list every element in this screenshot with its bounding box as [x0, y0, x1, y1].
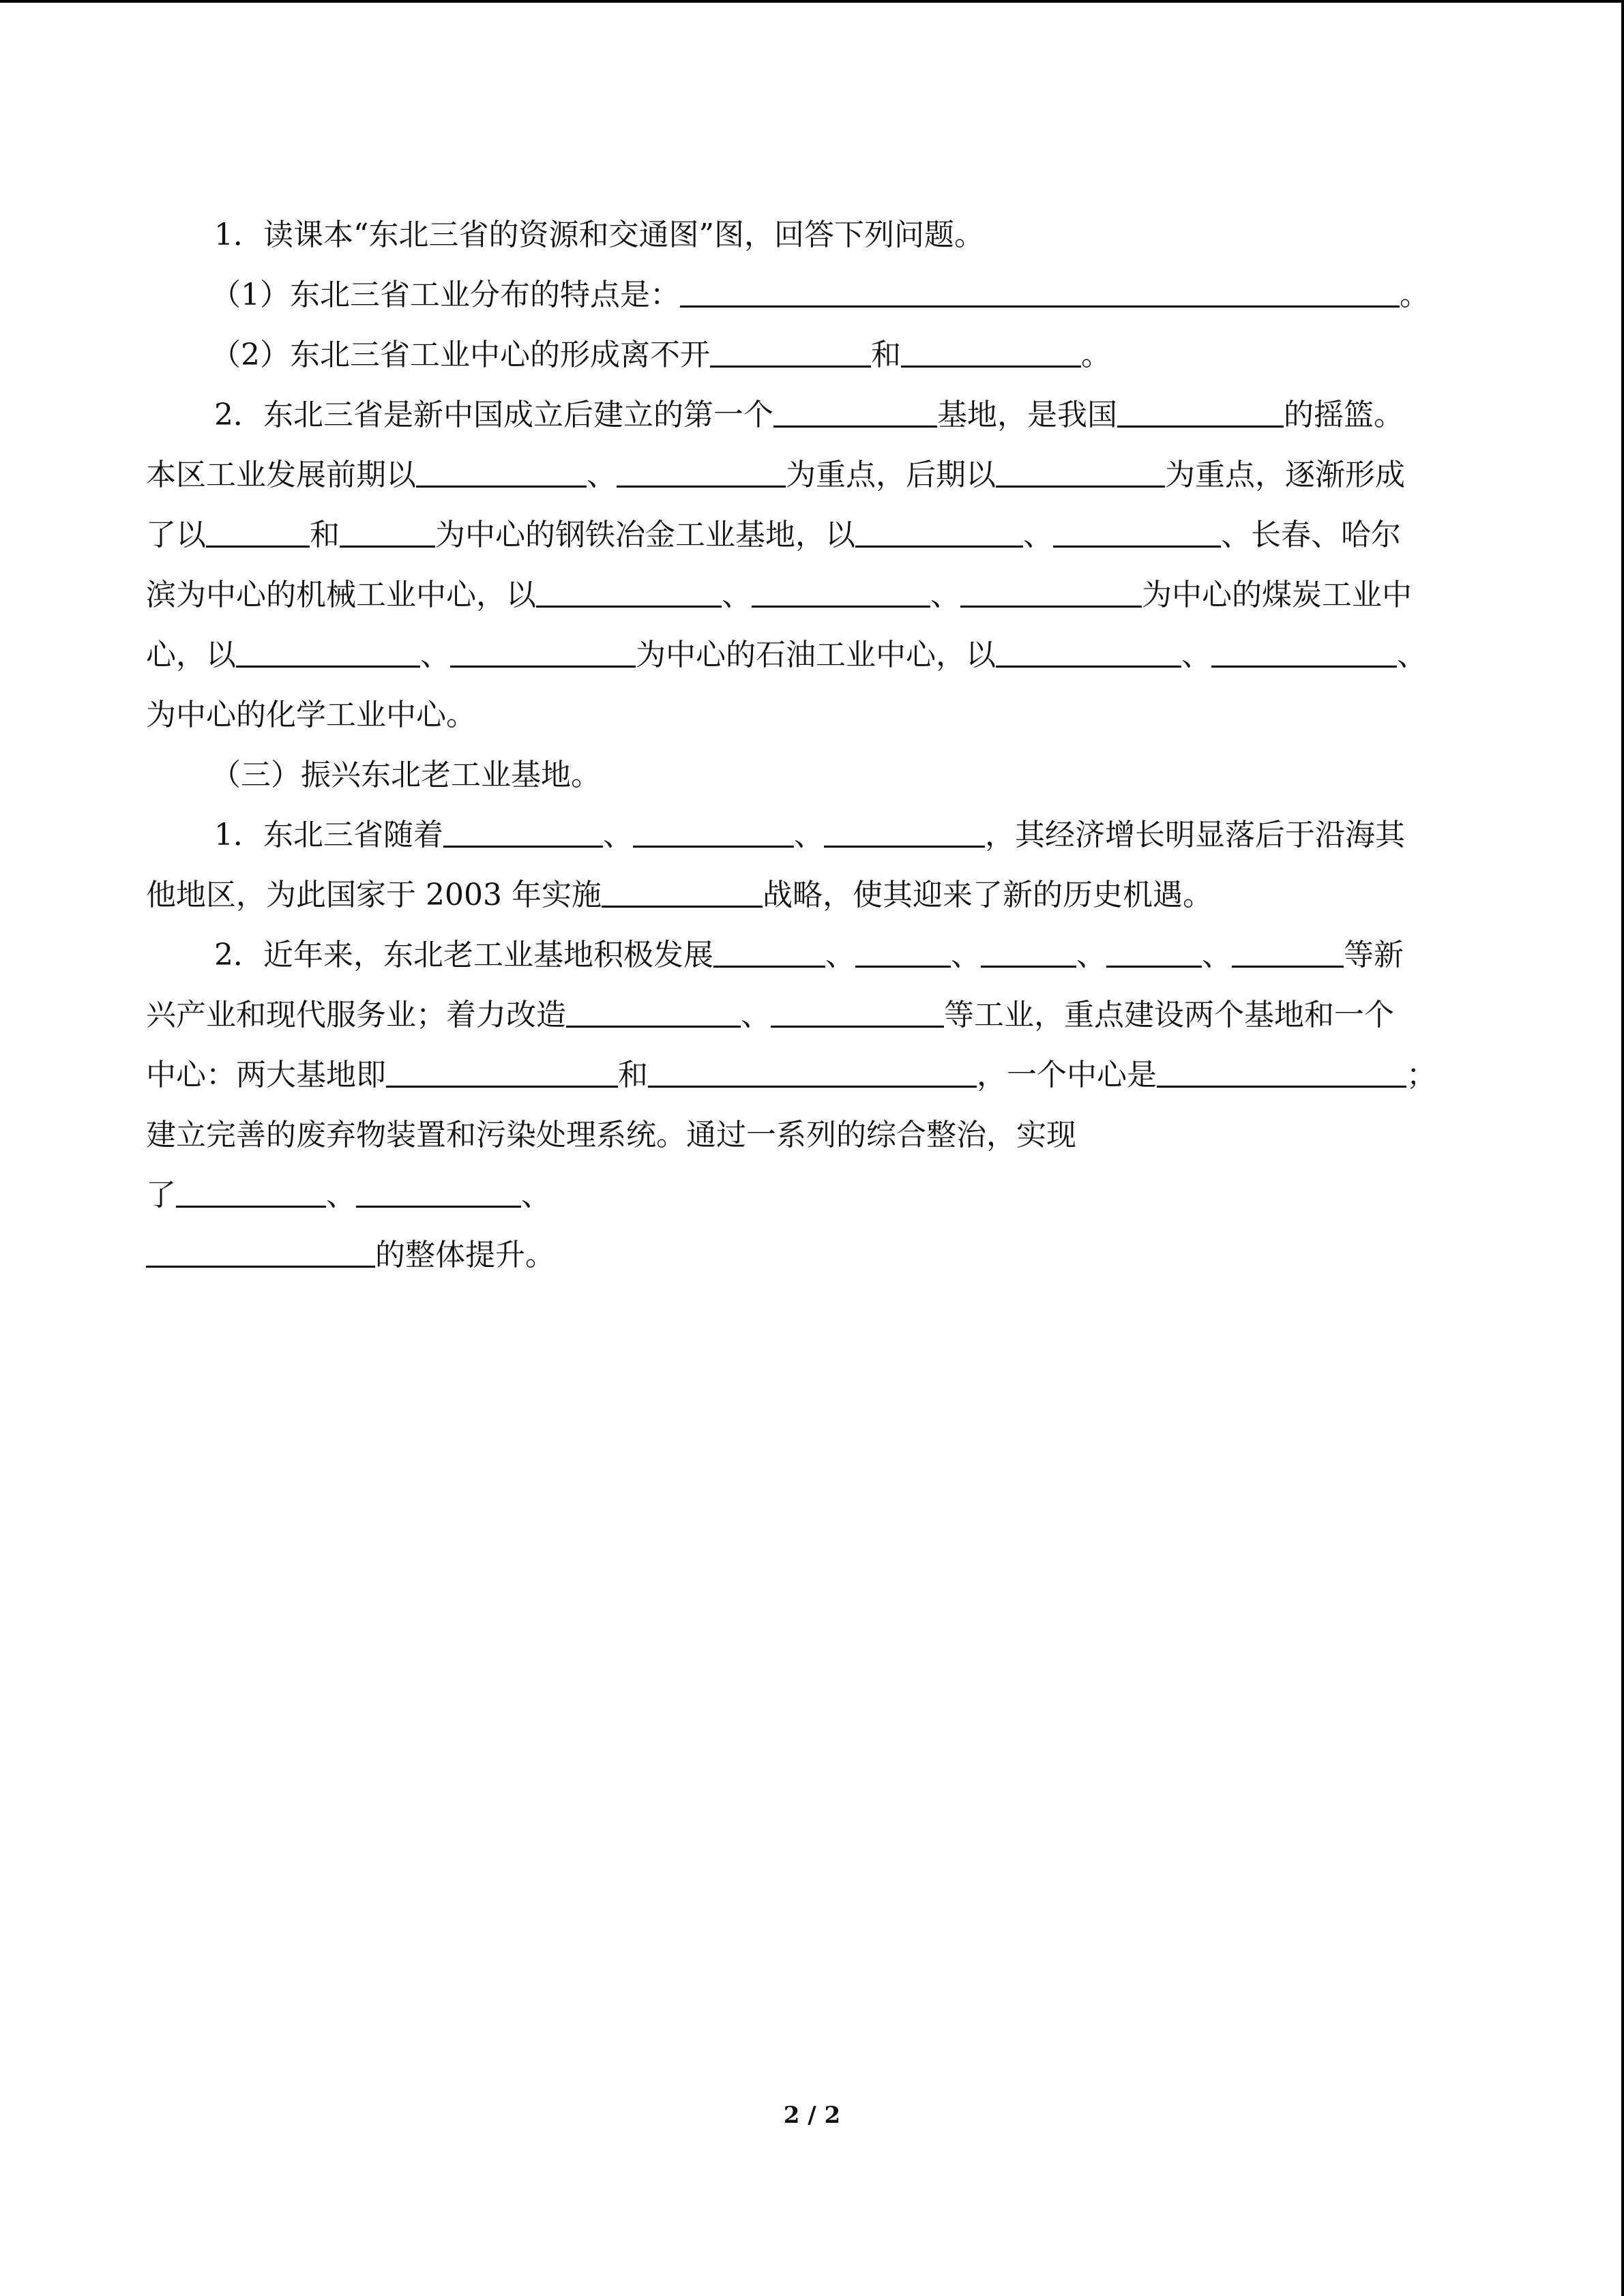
fill-blank[interactable]	[981, 936, 1076, 968]
page-number: 2 / 2	[783, 2102, 841, 2129]
text: 心，以	[146, 638, 236, 672]
fill-blank[interactable]	[771, 996, 944, 1028]
fill-blank[interactable]	[176, 1176, 326, 1208]
fill-blank[interactable]	[1157, 1056, 1406, 1088]
fill-blank[interactable]	[1053, 516, 1221, 548]
text: 2．近年来，东北老工业基地积极发展	[214, 938, 713, 972]
fill-blank[interactable]	[710, 336, 871, 368]
fill-blank[interactable]	[443, 816, 603, 848]
text: 、	[741, 998, 771, 1032]
section-3-q2-line-1	[214, 935, 1404, 976]
fill-blank[interactable]	[386, 1056, 618, 1088]
question-2-line-4	[146, 575, 1412, 616]
text: 、	[326, 1178, 356, 1212]
text: 战略，使其迎来了新的历史机遇。	[762, 878, 1213, 912]
text: 、	[722, 578, 752, 612]
text: ；	[1406, 1058, 1436, 1092]
text: 、	[587, 458, 617, 492]
text: 、	[603, 818, 633, 852]
question-2-line-6	[146, 695, 476, 736]
fill-blank[interactable]	[901, 336, 1081, 368]
text: 、	[1076, 938, 1106, 972]
fill-blank[interactable]	[617, 456, 786, 488]
question-2-line-5	[146, 635, 1427, 676]
section-3-q2-line-2	[146, 995, 1394, 1036]
text: 和	[310, 518, 340, 552]
text: 、	[951, 938, 981, 972]
text: 。	[1400, 278, 1430, 312]
text: 、	[420, 638, 450, 672]
text: 为重点，后期以	[786, 458, 996, 492]
text: 的整体提升。	[375, 1238, 555, 1272]
section-3-q2-line-6	[146, 1235, 555, 1276]
question-1-1	[211, 275, 1430, 316]
text: ，一个中心是	[977, 1058, 1157, 1092]
fill-blank[interactable]	[824, 816, 985, 848]
text: 。	[1081, 338, 1111, 372]
fill-blank[interactable]	[648, 1056, 977, 1088]
text: 、	[794, 818, 824, 852]
text: 他地区，为此国家于 2003 年实施	[146, 878, 602, 912]
fill-blank[interactable]	[450, 636, 636, 668]
text: 为中心的钢铁冶金工业基地，以	[435, 518, 855, 552]
text: 中心：两大基地即	[146, 1058, 386, 1092]
text: 和	[618, 1058, 648, 1092]
fill-blank[interactable]	[1232, 936, 1344, 968]
fill-blank[interactable]	[996, 636, 1181, 668]
text: 的摇篮。	[1284, 398, 1404, 432]
fill-blank[interactable]	[1117, 396, 1284, 428]
text: 本区工业发展前期以	[146, 458, 416, 492]
question-1-intro	[214, 215, 984, 256]
text: 1．读课本“东北三省的资源和交通图”图，回答下列问题。	[214, 218, 984, 252]
text: 2．东北三省是新中国成立后建立的第一个	[214, 398, 773, 432]
text: 等新	[1344, 938, 1404, 972]
fill-blank[interactable]	[356, 1176, 521, 1208]
text: 、长春、哈尔	[1221, 518, 1401, 552]
fill-blank[interactable]	[680, 275, 1400, 308]
text: 、	[1202, 938, 1232, 972]
page-border-right	[1621, 0, 1624, 2296]
question-2-line-3	[146, 515, 1401, 556]
fill-blank[interactable]	[340, 516, 435, 548]
fill-blank[interactable]	[752, 576, 930, 608]
fill-blank[interactable]	[855, 936, 951, 968]
text: 建立完善的废弃物装置和污染处理系统。通过一系列的综合整治，实现	[146, 1118, 1076, 1152]
fill-blank[interactable]	[146, 1236, 375, 1268]
fill-blank[interactable]	[960, 576, 1142, 608]
text: 等工业，重点建设两个基地和一个	[944, 998, 1394, 1032]
fill-blank[interactable]	[236, 636, 420, 668]
fill-blank[interactable]	[713, 936, 825, 968]
question-1-2	[211, 335, 1111, 376]
text: （1）东北三省工业分布的特点是：	[211, 278, 680, 312]
text: 为中心的煤炭工业中	[1142, 578, 1412, 612]
fill-blank[interactable]	[996, 456, 1165, 488]
section-3-q1-line-2	[146, 875, 1213, 916]
text: 、	[1181, 638, 1211, 672]
section-3-q2-line-5	[146, 1175, 551, 1216]
fill-blank[interactable]	[602, 876, 763, 908]
section-3-q1-line-1	[214, 815, 1405, 856]
text: ，其经济增长明显落后于沿海其	[985, 818, 1405, 852]
fill-blank[interactable]	[1211, 636, 1397, 668]
page-border-top	[0, 0, 1624, 3]
text: 为中心的石油工业中心，以	[636, 638, 996, 672]
text: 1．东北三省随着	[214, 818, 443, 852]
text: 、	[825, 938, 855, 972]
text: 、	[930, 578, 960, 612]
text: 了以	[146, 518, 206, 552]
text: 、	[1397, 638, 1427, 672]
fill-blank[interactable]	[416, 456, 587, 488]
text: 了	[146, 1178, 176, 1212]
fill-blank[interactable]	[566, 996, 741, 1028]
section-3-q2-line-3	[146, 1055, 1436, 1096]
text: （2）东北三省工业中心的形成离不开	[211, 338, 710, 372]
text: 滨为中心的机械工业中心，以	[146, 578, 536, 612]
text: 为重点，逐渐形成	[1165, 458, 1405, 492]
fill-blank[interactable]	[206, 516, 310, 548]
section-3-q2-line-4	[146, 1115, 1076, 1156]
text: 、	[1023, 518, 1053, 552]
text: （三）振兴东北老工业基地。	[211, 758, 601, 792]
text: 兴产业和现代服务业；着力改造	[146, 998, 566, 1032]
fill-blank[interactable]	[773, 396, 937, 428]
section-3-heading	[211, 755, 601, 796]
question-2-line-1	[214, 395, 1404, 436]
question-2-line-2	[146, 455, 1405, 496]
fill-blank[interactable]	[855, 516, 1023, 548]
text: 、	[521, 1178, 551, 1212]
fill-blank[interactable]	[536, 576, 722, 608]
fill-blank[interactable]	[633, 816, 794, 848]
fill-blank[interactable]	[1106, 936, 1202, 968]
text: 为中心的化学工业中心。	[146, 698, 476, 732]
text: 基地，是我国	[937, 398, 1117, 432]
text: 和	[871, 338, 901, 372]
